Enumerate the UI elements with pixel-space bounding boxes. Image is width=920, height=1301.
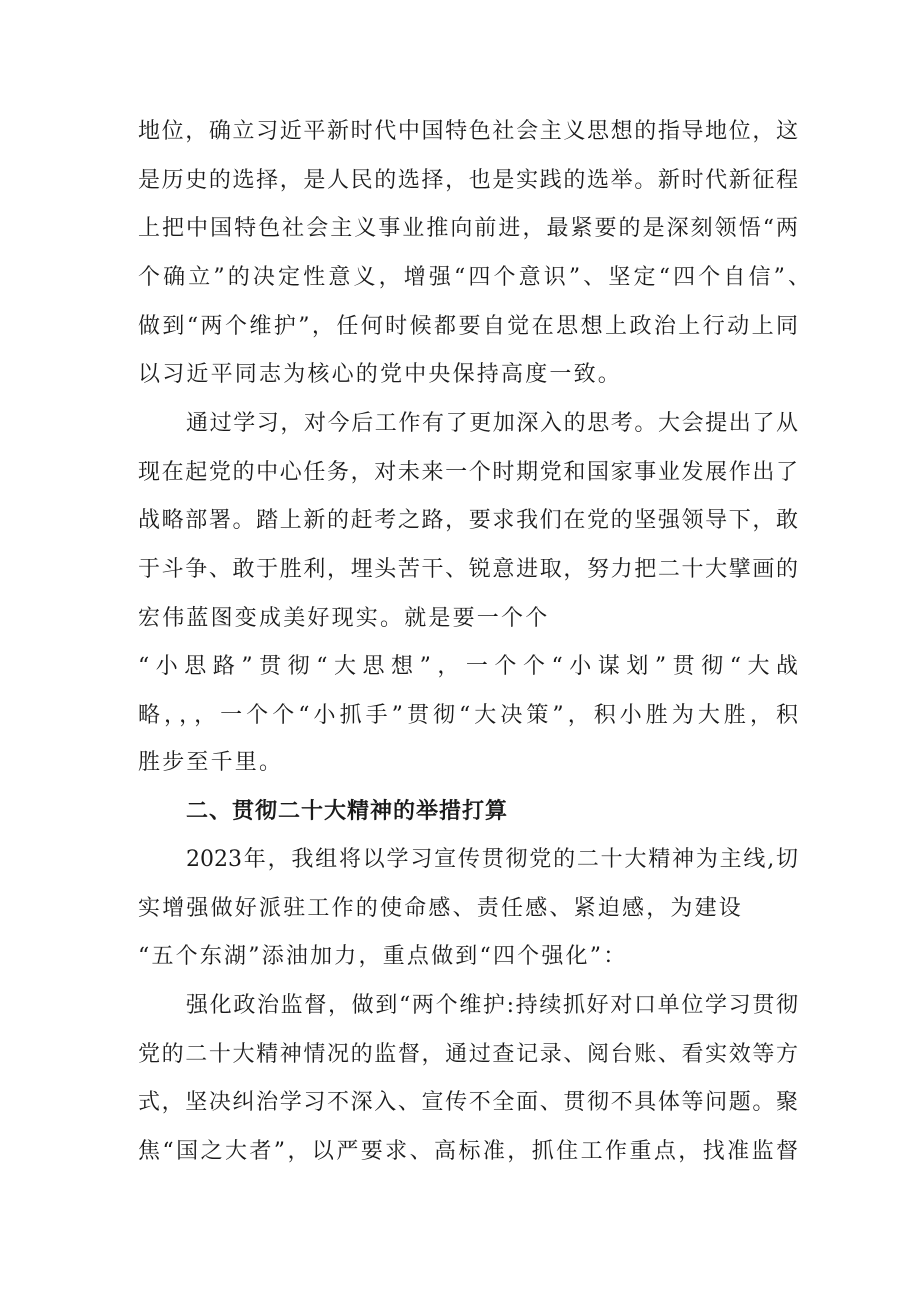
paragraph-2-line-2: 现在起党的中心任务，对未来一个时期党和国家事业发展作出了	[138, 460, 798, 485]
paragraph-2-line-3: 战略部署。踏上新的赶考之路，要求我们在党的坚强领导下，敢	[138, 508, 798, 533]
paragraph-1-line-4: 个确立”的决定性意义，增强“四个意识”、坚定“四个自信”、	[138, 265, 810, 290]
paragraph-2-line-6: “小思路”贯彻“大思想”，一个个“小谋划”贯彻“大战	[138, 654, 798, 679]
paragraph-1-line-1: 地位，确立习近平新时代中国特色社会主义思想的指导地位，这	[138, 119, 798, 144]
paragraph-2-line-4: 于斗争、敢于胜利，埋头苦干、锐意进取，努力把二十大擘画的	[138, 557, 798, 582]
paragraph-3-line-2: 实增强做好派驻工作的使命感、责任感、紧迫感，为建设	[138, 896, 744, 921]
section-heading: 二、贯彻二十大精神的举措打算	[186, 799, 509, 824]
paragraph-2-line-5: 宏伟蓝图变成美好现实。就是要一个个	[138, 606, 550, 631]
paragraph-4-line-1: 强化政治监督，做到“两个维护:持续抓好对口单位学习贯彻	[186, 993, 798, 1018]
paragraph-2-line-1: 通过学习，对今后工作有了更加深入的思考。大会提出了从	[186, 411, 798, 436]
paragraph-1-line-2: 是历史的选择，是人民的选择，也是实践的选举。新时代新征程	[138, 168, 798, 193]
paragraph-4-line-4: 焦“国之大者”，以严要求、高标准，抓住工作重点，找准监督	[138, 1139, 798, 1164]
paragraph-1-line-5: 做到“两个维护”，任何时候都要自觉在思想上政治上行动上同	[138, 314, 798, 339]
paragraph-3-line-3: “五个东湖”添油加力，重点做到“四个强化”：	[138, 944, 628, 969]
paragraph-2-line-7: 略，，，一个个“小抓手”贯彻“大决策”，积小胜为大胜，积	[138, 703, 798, 728]
paragraph-1-line-3: 上把中国特色社会主义事业推向前进，最紧要的是深刻领悟“两	[138, 216, 798, 241]
paragraph-2-line-8: 胜步至千里。	[138, 750, 284, 775]
paragraph-4-line-3: 式，坚决纠治学习不深入、宣传不全面、贯彻不具体等问题。聚	[138, 1090, 798, 1115]
paragraph-3-line-1: 2023年，我组将以学习宣传贯彻党的二十大精神为主线,切	[186, 847, 798, 872]
paragraph-1-line-6: 以习近平同志为核心的党中央保持高度一致。	[138, 362, 623, 387]
paragraph-4-line-2: 党的二十大精神情况的监督，通过查记录、阅台账、看实效等方	[138, 1042, 798, 1067]
